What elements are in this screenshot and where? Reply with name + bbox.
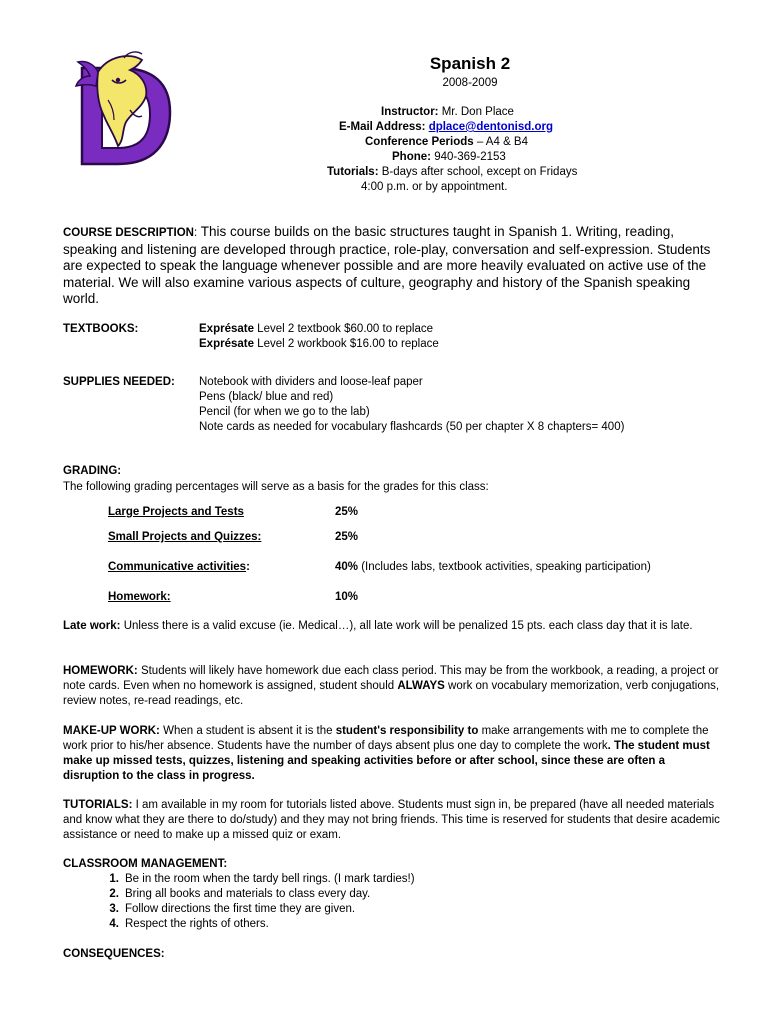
instructor-line: [381, 105, 514, 120]
makeup-label: MAKE-UP WORK:: [63, 725, 160, 737]
late-work-label: Late work:: [63, 620, 121, 632]
grading-row-note: (Includes labs, textbook activities, speaking participation): [358, 561, 651, 573]
homework-section: HOMEWORK: Students will likely have homework due each class period. This may be from the workbook, a reading, a project or note cards. Even when no homework is assigned, student should ALWAYS work on vocabulary memorization, verb conjugations, review notes, re-read readings, etc.: [63, 665, 720, 707]
email-link[interactable]: dplace@dentonisd.org: [428, 121, 553, 133]
supply-item: Pens (black/ blue and red): [199, 391, 334, 403]
phone-value: 940-369-2153: [434, 151, 506, 163]
tutorials-time: 4:00 p.m. or by appointment.: [361, 181, 508, 193]
grading-row-percent: 10%: [335, 591, 359, 603]
supply-item: Note cards as needed for vocabulary flashcards (50 per chapter X 8 chapters= 400): [199, 421, 625, 433]
textbook-title: Exprésate: [199, 323, 254, 335]
course-description: [63, 224, 723, 308]
grading-row-percent: 25%: [335, 506, 359, 518]
tutorials-hours: B-days after school, except on Fridays: [381, 166, 578, 178]
tutorials-section-label: TUTORIALS:: [63, 799, 133, 811]
school-year: 2008-2009: [442, 77, 498, 89]
late-work-text: Unless there is a valid excuse (ie. Medical…), all late work will be penalized 15 pts. each class day that it is late.: [120, 620, 693, 632]
email-line: [339, 120, 553, 135]
instructor-label: Instructor:: [381, 106, 439, 118]
list-item: 4. Respect the rights of others.: [109, 918, 269, 930]
list-item: 1. Be in the room when the tardy bell rings. (I mark tardies!): [109, 873, 415, 885]
tutorials-line: [327, 165, 577, 180]
textbooks-label: TEXTBOOKS:: [63, 323, 139, 335]
grading-row-percent: 25%: [335, 531, 359, 543]
workbook-detail: Level 2 workbook $16.00 to replace: [253, 338, 439, 350]
course-description-text: This course builds on the basic structures taught in Spanish 1. Writing, reading, speaking and listening are developed through practice, role-play, conversation and self-expression. Students are expected to speak the language whenever possible and are more heavily evaluated on active use of the material. We will also examine various aspects of culture, geography and history of the Spanish speaking world.: [63, 224, 711, 306]
late-work-section: [63, 619, 723, 634]
list-item: 2. Bring all books and materials to class every day.: [109, 888, 371, 900]
phone-label: Phone:: [392, 151, 431, 163]
grading-row-percent: 40% (Includes labs, textbook activities, speaking participation): [335, 561, 651, 573]
supplies-label: SUPPLIES NEEDED:: [63, 376, 175, 388]
always-emphasis: ALWAYS: [397, 680, 445, 692]
supply-item: Notebook with dividers and loose-leaf paper: [199, 376, 423, 388]
classroom-rules-list: [96, 872, 415, 932]
course-description-colon: :: [194, 227, 198, 239]
homework-label: HOMEWORK:: [63, 665, 138, 677]
tutorials-label: Tutorials:: [327, 166, 379, 178]
list-item: 3. Follow directions the first time they are given.: [109, 903, 356, 915]
grading-row-name: Small Projects and Quizzes:: [108, 531, 262, 543]
supply-item: Pencil (for when we go to the lab): [199, 406, 370, 418]
grading-row-name: Large Projects and Tests: [108, 506, 244, 518]
workbook-item: [199, 337, 439, 352]
makeup-section: MAKE-UP WORK: When a student is absent it is the student's responsibility to make arrangements with me to complete the work prior to his/her absence. Students have the number of days absent plus one day to complete the work. The student must make up missed tests, quizzes, listening and speaking activities before or after school, since these are often a disruption to the class in progress.: [63, 725, 710, 782]
course-description-label: COURSE DESCRIPTION: [63, 227, 194, 239]
consequences-label: CONSEQUENCES:: [63, 948, 165, 960]
school-logo-d: [68, 50, 180, 168]
page-title: Spanish 2: [429, 54, 511, 73]
email-label: E-Mail Address:: [339, 121, 426, 133]
grading-row-name: Homework:: [108, 591, 171, 603]
grading-intro: The following grading percentages will serve as a basis for the grades for this class:: [63, 481, 489, 493]
textbook-detail: Level 2 textbook $60.00 to replace: [253, 323, 433, 335]
workbook-title: Exprésate: [199, 338, 254, 350]
textbook-item: [199, 322, 433, 337]
instructor-name: Mr. Don Place: [441, 106, 514, 118]
grading-label: GRADING:: [63, 465, 122, 477]
conference-value: – A4 & B4: [473, 136, 529, 148]
conference-label: Conference Periods: [365, 136, 474, 148]
classroom-management-label: CLASSROOM MANAGEMENT:: [63, 858, 228, 870]
conference-line: [365, 135, 528, 150]
grading-row-name: Communicative activities:: [108, 561, 250, 573]
tutorials-section: TUTORIALS: I am available in my room for tutorials listed above. Students must sign in, be prepared (have all needed materials and know what they are there to do/study) and they may not bring friends. This time is reserved for students that desire academic assistance or need to make up a missed quiz or exam.: [63, 799, 720, 841]
phone-line: [392, 150, 506, 165]
